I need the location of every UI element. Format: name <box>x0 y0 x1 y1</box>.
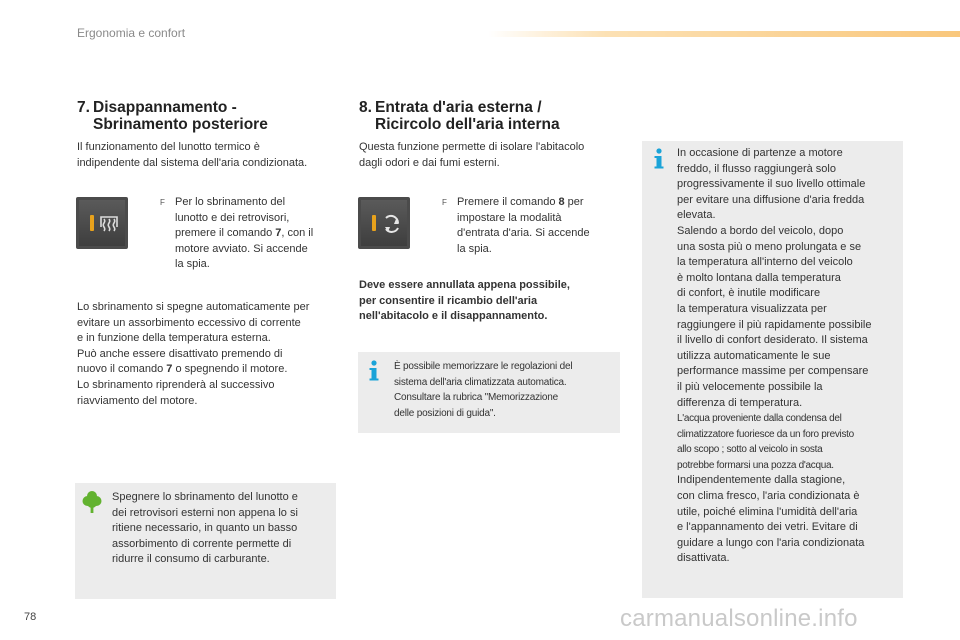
eco-tree-icon <box>82 490 102 514</box>
section-8-instruction: F Premere il comando 8 per impostare la modalità d'entrata d'aria. Si accende la spia. <box>442 196 590 255</box>
section-7-title <box>77 99 268 133</box>
page-number: 78 <box>24 611 37 623</box>
section-8-warning: Deve essere annullata appena possibile, per consentire il ricambio dell'aria nell'abitacolo e il disappannamento. <box>359 279 570 323</box>
eco-note-text: Spegnere lo sbrinamento del lunotto e dei retrovisori esterni non appena lo si ritiene necessario, in quanto un basso assorbimento di corrente permette di ridurre il consumo di carburante. <box>112 491 298 566</box>
rear-defrost-button-image <box>76 197 128 249</box>
watermark: carmanualsonline.info <box>620 605 858 632</box>
recirculation-icon <box>358 197 410 249</box>
header-accent-bar <box>488 31 960 37</box>
page-header-title: Ergonomia e confort <box>77 26 186 40</box>
section-8-number: 8. <box>359 99 372 116</box>
section-7-title-line2: Sbrinamento posteriore <box>93 116 268 133</box>
section-8-title <box>359 99 560 133</box>
info-icon <box>367 360 381 382</box>
section-8-title-line1: Entrata d'aria esterna / <box>375 99 542 116</box>
section-7-instruction: F Per lo sbrinamento del lunotto e dei retrovisori, premere il comando 7, con il motore avviato. Si accende la spia. <box>160 196 314 271</box>
section-7-number: 7. <box>77 99 90 116</box>
info-icon <box>652 148 666 170</box>
section-8-intro: Questa funzione permette di isolare l'abitacolo dagli odori e dai fumi esterni. <box>359 141 585 169</box>
section-7-body: Lo sbrinamento si spegne automaticamente per evitare un assorbimento eccessivo di corrente e in funzione della temperatura esterna. Può anche essere disattivato premendo di nuovo il comando 7 o spegnendo il motore. Lo sbrinamento riprenderà al successivo riavviamento del motore. <box>77 301 310 407</box>
section-8-title-line2: Ricircolo dell'aria interna <box>375 116 560 133</box>
rear-defrost-icon <box>76 197 128 249</box>
memory-info-note-text: È possibile memorizzare le regolazioni del sistema dell'aria climatizzata automatica. Consultare la rubrica "Memorizzazione delle posizioni di guida". <box>394 361 573 419</box>
recirculation-button-image <box>358 197 410 249</box>
section-7-intro: Il funzionamento del lunotto termico è indipendente dal sistema dell'aria condizionata. <box>77 141 308 169</box>
right-info-note-text: In occasione di partenze a motore freddo, il flusso raggiungerà solo progressivamente il suo livello ottimale per evitare una diffusione d'aria fredda elevata. Salendo a bordo del veicolo, dopo una sosta più o meno prolungata e se la temperatura all'interno del veicolo è molto lontana dalla temperatura di confort, è inutile modificare la temperatura visualizzata per raggiungere il più rapidamente possibile il livello di confort desiderato. Il sistema utilizza automaticamente le sue performance massime per compensare il più velocemente possibile la differenza di temperatura. L'acqua proveniente dalla condensa del climatizzatore fuoriesce da un foro previsto allo scopo ; sotto al veicolo in sosta potrebbe formarsi una pozza d'acqua. Indipendentemente dalla stagione, con clima fresco, l'aria condizionata è utile, poiché elimina l'umidità dell'aria e l'appannamento dei vetri. Evitare di guidare a lungo con l'aria condizionata disattivata. <box>677 147 872 565</box>
section-7-title-line1: Disappannamento - <box>93 99 237 116</box>
